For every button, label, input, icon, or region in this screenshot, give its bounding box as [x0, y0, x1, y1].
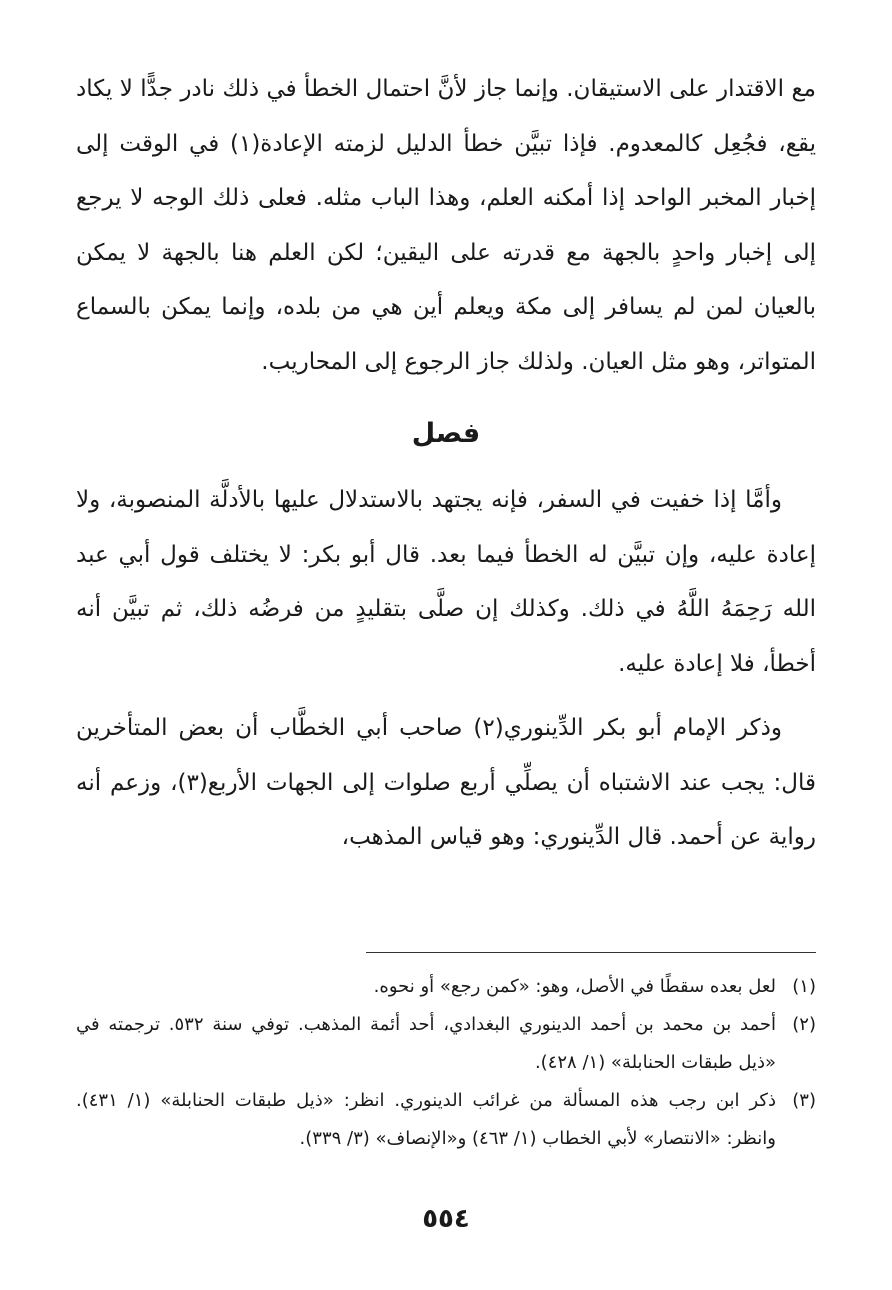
- footnote-1: [76, 968, 816, 1006]
- footnote-number: (٣): [792, 1090, 816, 1111]
- paragraph-2: وأمَّا إذا خفيت في السفر، فإنه يجتهد بالاستدلال عليها بالأدلَّة المنصوبة، ولا إعادة عليه، وإن تبيَّن له الخطأ فيما بعد. قال أبو بكر: لا يختلف قول أبي عبد الله رَحِمَهُ اللَّهُ في ذلك. وكذلك إن صلَّى بتقليدٍ من فرضُه ذلك، ثم تبيَّن أنه أخطأ، فلا إعادة عليه.: [76, 487, 816, 677]
- page-number: ٥٥٤: [422, 1204, 470, 1234]
- footnote-number: (٢): [792, 1014, 816, 1035]
- paragraph-3: وذكر الإمام أبو بكر الدِّينوري(٢) صاحب أبي الخطَّاب أن بعض المتأخرين قال: يجب عند الاشتباه أن يصلِّي أربع صلوات إلى الجهات الأربع(٣)، وزعم أنه رواية عن أحمد. قال الدِّينوري: وهو قياس المذهب،: [76, 715, 816, 850]
- footnote-2: [76, 1006, 816, 1082]
- footnote-number: (١): [792, 976, 816, 997]
- paragraph-1: مع الاقتدار على الاستيقان. وإنما جاز لأنَّ احتمال الخطأ في ذلك نادر جدًّا لا يكاد يقع، فجُعِل كالمعدوم. فإذا تبيَّن خطأ الدليل لزمته الإعادة(١) في الوقت إلى إخبار المخبر الواحد إذا أمكنه العلم، وهذا الباب مثله. فعلى ذلك الوجه لا يرجع إلى إخبار واحدٍ بالجهة مع قدرته على اليقين؛ لكن العلم هنا بالجهة لا يمكن بالعيان لمن لم يسافر إلى مكة ويعلم أين هي من بلده، وإنما يمكن بالسماع المتواتر، وهو مثل العيان. ولذلك جاز الرجوع إلى المحاريب.: [76, 76, 816, 375]
- footnote-text: أحمد بن محمد بن أحمد الدينوري البغدادي، أحد أئمة المذهب. توفي سنة ٥٣٢. ترجمته في «ذيل طبقات الحنابلة» (١/ ٤٢٨).: [76, 1014, 776, 1073]
- paragraph-gap: [76, 691, 816, 701]
- book-page: [76, 62, 816, 1272]
- footnote-text: ذكر ابن رجب هذه المسألة من غرائب الدينوري. انظر: «ذيل طبقات الحنابلة» (١/ ٤٣١). وانظر: «الانتصار» لأبي الخطاب (١/ ٤٦٣) و«الإنصاف» (٣/ ٣٣٩).: [76, 1090, 776, 1149]
- footnote-3: [76, 1082, 816, 1158]
- footnotes: [76, 968, 816, 1158]
- footnote-text: لعل بعده سقطًا في الأصل، وهو: «كمن رجع» أو نحوه.: [373, 976, 776, 997]
- footnote-divider: [366, 952, 816, 953]
- section-heading: فصل: [411, 418, 481, 449]
